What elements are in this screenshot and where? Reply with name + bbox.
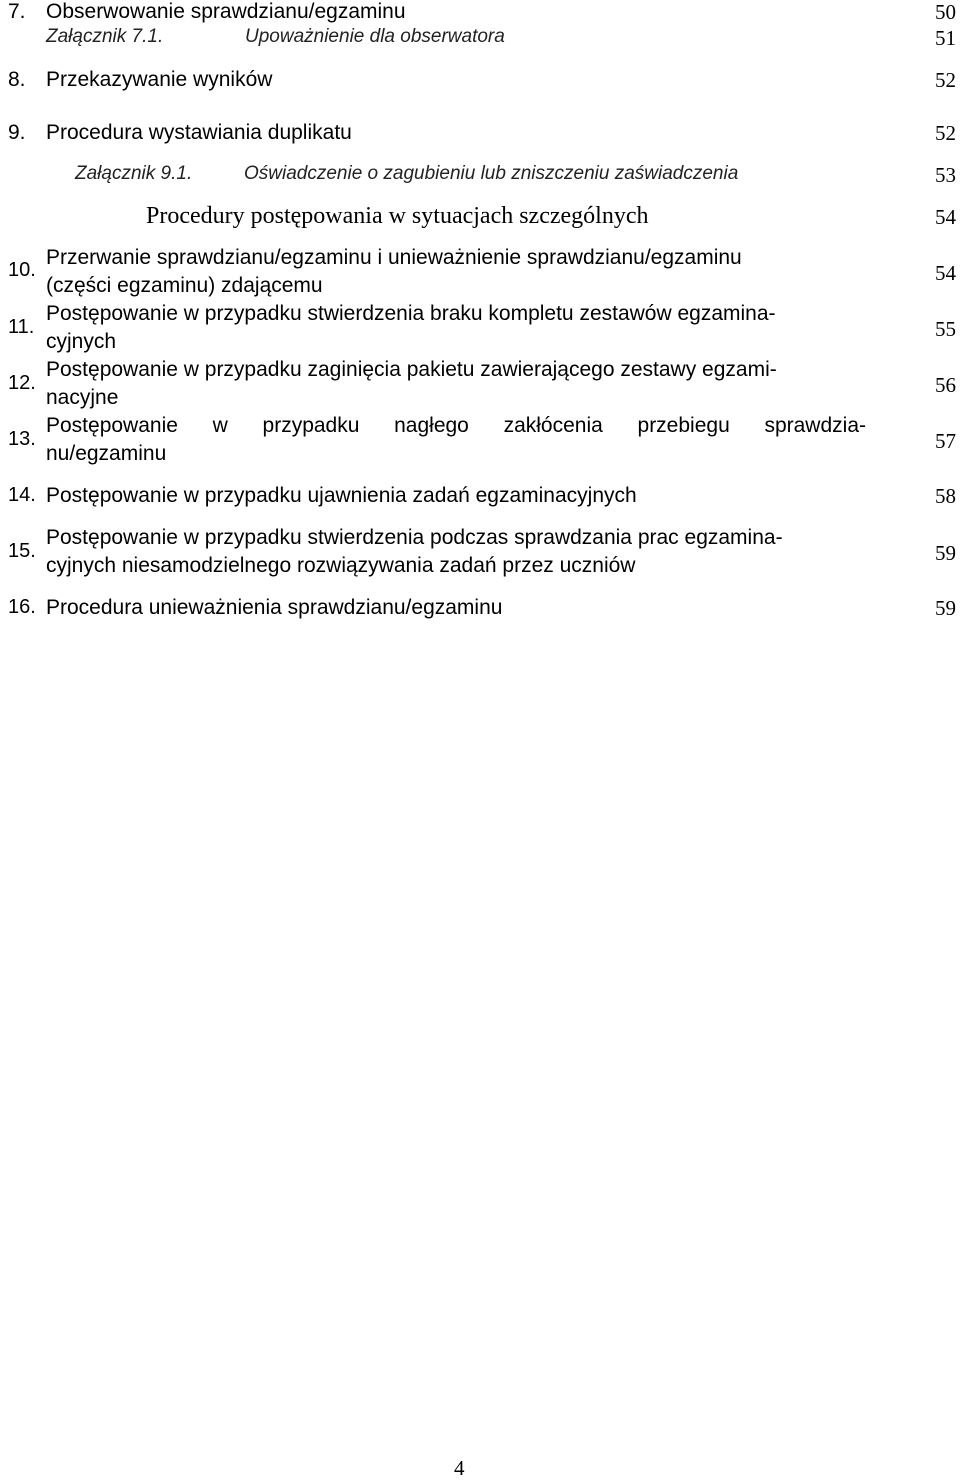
toc-page: 51 <box>935 26 956 50</box>
toc-page: 59 <box>935 596 956 620</box>
toc-page: 54 <box>935 205 956 229</box>
toc-title-line-2: cyjnych niesamodzielnego rozwiązywania zadań przez uczniów <box>46 554 636 577</box>
toc-page: 54 <box>935 261 956 285</box>
toc-title-line-1: Postępowanie w przypadku zaginięcia pakietu zawierającego zestawy egzami- <box>46 358 777 381</box>
toc-page: 58 <box>935 484 956 508</box>
toc-title: Przekazywanie wyników <box>46 68 273 91</box>
toc-annex-title: Upoważnienie dla obserwatora <box>245 26 505 47</box>
toc-title: Postępowanie w przypadku ujawnienia zadań egzaminacyjnych <box>46 484 637 507</box>
toc-number: 9. <box>8 121 26 144</box>
toc-title-line-2: nacyjne <box>46 386 119 409</box>
toc-page: 57 <box>935 429 956 453</box>
section-title: Procedury postępowania w sytuacjach szczególnych <box>146 203 649 229</box>
toc-title-line-1: Przerwanie sprawdzianu/egzaminu i unieważnienie sprawdzianu/egzaminu <box>46 246 742 269</box>
toc-title: Procedura unieważnienia sprawdzianu/egzaminu <box>46 596 503 619</box>
toc-page: 55 <box>935 317 956 341</box>
toc-title: Obserwowanie sprawdzianu/egzaminu <box>46 0 406 23</box>
toc-number: 13. <box>8 428 36 450</box>
toc-title-line-1: Postępowanie w przypadku nagłego zakłócenia przebiegu sprawdzia- <box>46 414 866 437</box>
toc-number: 10. <box>8 259 36 281</box>
toc-page: 52 <box>935 68 956 92</box>
toc-annex-label: Załącznik 9.1. <box>75 163 193 184</box>
toc-number: 7. <box>8 0 26 23</box>
page-number: 4 <box>454 1456 465 1480</box>
toc-title-line-2: cyjnych <box>46 330 117 353</box>
toc-number: 11. <box>8 316 35 338</box>
toc-title-line-1: Postępowanie w przypadku stwierdzenia braku kompletu zestawów egzamina- <box>46 302 776 325</box>
toc-page: 52 <box>935 121 956 145</box>
toc-title: Procedura wystawiania duplikatu <box>46 121 352 144</box>
toc-page: 53 <box>935 163 956 187</box>
toc-page: 50 <box>935 0 956 24</box>
toc-page: 59 <box>935 541 956 565</box>
toc-number: 15. <box>8 540 36 562</box>
toc-number: 16. <box>8 596 36 618</box>
toc-page: 56 <box>935 373 956 397</box>
toc-number: 8. <box>8 68 26 91</box>
toc-annex-title: Oświadczenie o zagubieniu lub zniszczeniu zaświadczenia <box>244 163 739 184</box>
toc-title-line-1: Postępowanie w przypadku stwierdzenia podczas sprawdzania prac egzamina- <box>46 526 783 549</box>
toc-number: 14. <box>8 484 36 506</box>
toc-title-line-2: (części egzaminu) zdającemu <box>46 274 323 297</box>
toc-number: 12. <box>8 372 36 394</box>
toc-annex-label: Załącznik 7.1. <box>46 26 164 47</box>
toc-title-line-2: nu/egzaminu <box>46 442 167 465</box>
